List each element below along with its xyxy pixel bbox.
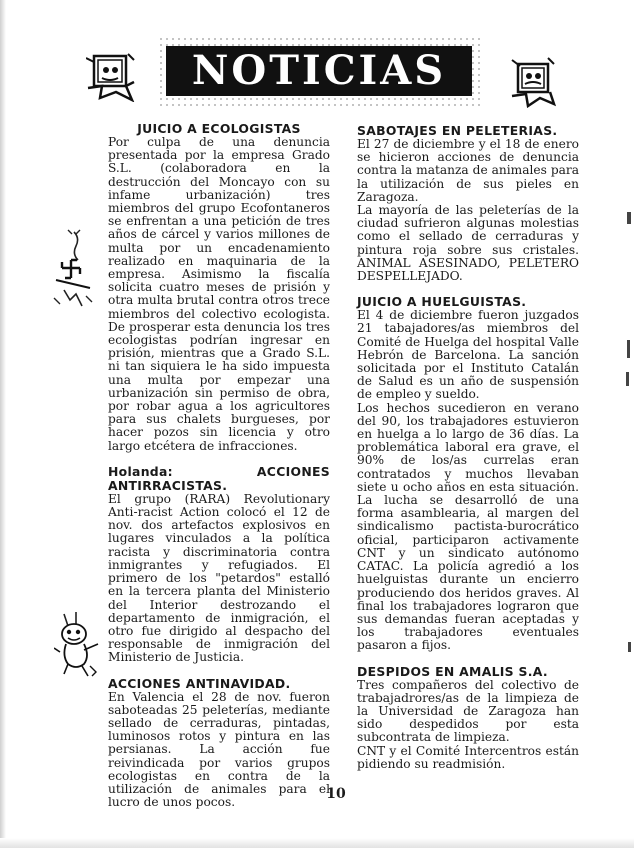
stamp-left-icon — [86, 48, 136, 102]
margin-mark — [627, 212, 631, 224]
stamp-right-icon — [508, 54, 558, 108]
article-body: El 27 de diciembre y el 18 de enero se hicieron acciones de denuncia contra la matanza de animales para la utilización de sus pieles en Zaragoza. — [357, 137, 579, 204]
left-column — [108, 122, 330, 809]
article-heading: JUICIO A ECOLOGISTAS — [137, 121, 301, 136]
creature-doodle-icon — [54, 608, 104, 678]
masthead — [158, 36, 480, 106]
article-heading: Holanda: ACCIONES ANTIRRACISTAS. — [108, 463, 330, 493]
article-heading: ACCIONES ANTINAVIDAD. — [108, 675, 291, 691]
article-body: Por culpa de una denuncia presentada por la empresa Grado S.L. (colaboradora en la destrucción del Moncayo con su infame urbanización) tres miembros del grupo Ecofontaneros se enfrentan a una petición de tres años de cárcel y varios millones de multa por un encadenamiento realizado en maquinaria de la empresa. Asimismo la fiscalía solicita cuatro meses de prisión y otra multa brutal contra otros trece miembros del colectivo ecologista. De prosperar esta denuncia los tres ecologistas podrían ingresar en prisión, mientras que a Grado S.L. ni tan siquiera le ha sido impuesta una multa por empezar una urbanización sin permiso de obra, por robar agua a los agricultores para sus chalets burgueses, por hacer pozos sin licencia y otro largo etcétera de infracciones. — [108, 135, 330, 453]
swastika-doodle-icon — [50, 228, 96, 312]
article-body: Los hechos sucedieron en verano del 90, los trabajadores estuvieron en huelga a lo largo de 36 días. La problemática laboral era grave, el 90% de los/as currelas eran contratados y muchos llevaban siete u ocho años en esta situación. La lucha se desarrolló de una forma asamblearia, al margen del sindicalismo pactista-burocrático oficial, participaron activamente CNT y un sindicato autónomo CATAC. La policía agredió a los huelguistas durante un encierro produciendo dos heridos graves. Al final los trabajadores lograron que sus demandas fueran aceptadas y los trabajadores eventuales pasaron a fijos. — [357, 400, 579, 653]
right-column — [357, 124, 579, 771]
page-number: 10 — [326, 786, 346, 802]
article-body: El 4 de diciembre fueron juzgados 21 tabajadores/as miembros del Comité de Huelga del hospital Valle Hebrón de Barcelona. La sanción solicitada por el Instituto Catalán de Salud es un año de suspensión de empleo y sueldo. — [357, 308, 579, 402]
article-heading: SABOTAJES EN PELETERIAS. — [357, 123, 558, 138]
masthead-title: NOTICIAS — [166, 46, 472, 96]
margin-mark — [626, 372, 629, 386]
article-body: La mayoría de las peleterías de la ciudad sufrieron algunas molestias como el sellado de cerraduras y pintura roja sobre sus cristales. ANIMAL ASESINADO, PELETERO DESPELLEJADO. — [357, 203, 579, 284]
page-bottom-edge — [0, 838, 634, 848]
article-body: CNT y el Comité Intercentros están pidiendo su readmisión. — [357, 743, 579, 771]
article-body: En Valencia el 28 de nov. fueron saboteadas 25 peleterías, mediante sellado de cerraduras, pintadas, luminosos rotos y pintura en las persianas. La acción fue reivindicada por varios grupos ecologistas en contra de la utilización de animales para el lucro de unos pocos. — [108, 689, 330, 810]
margin-mark — [628, 642, 631, 652]
article-heading: JUICIO A HUELGUISTAS. — [357, 294, 527, 310]
margin-mark — [627, 340, 630, 358]
page-binding-shadow — [0, 0, 6, 848]
article-body: El grupo (RARA) Revolutionary Anti-racist Action colocó el 12 de nov. dos artefactos explosivos en lugares vinculados a la política racista y discriminatoria contra inmigrantes y refugiados. El primero de los "petardos" estalló en la tercera planta del Ministerio del Interior destrozando el departamento de inmigración, el otro fue dirigido al despacho del responsable de inmigración del Ministerio de Justicia. — [108, 491, 330, 665]
article-heading: DESPIDOS EN AMALIS S.A. — [357, 663, 548, 679]
article-body: Tres compañeros del colectivo de trabajadrores/as de la limpieza de la Universidad de Zaragoza han sido despedidos por esta subcontrata de limpieza. — [357, 677, 579, 745]
